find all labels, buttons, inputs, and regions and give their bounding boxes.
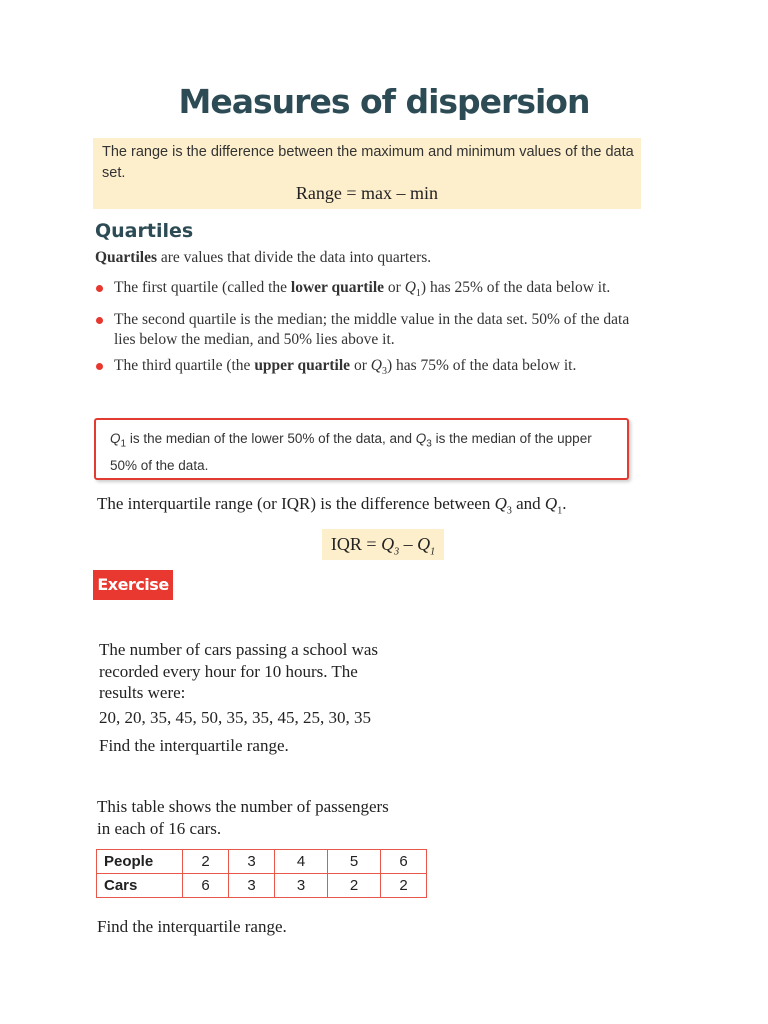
table-cell: 2 xyxy=(381,874,427,898)
quartiles-intro xyxy=(95,249,431,267)
exercise-2-question: Find the interquartile range. xyxy=(97,917,287,936)
table-cell: 5 xyxy=(328,850,381,874)
page-title: Measures of dispersion xyxy=(178,82,590,121)
passengers-table xyxy=(96,849,427,898)
table-cell: 3 xyxy=(229,850,275,874)
table-cell: 2 xyxy=(183,850,229,874)
bullet-lower-quartile: The first quartile (called the lower quartile or $Q_1$) has 25% of the data below it. xyxy=(95,278,635,304)
table-row xyxy=(97,874,427,898)
table-row xyxy=(97,850,427,874)
iqr-formula: IQR = $Q_3 - Q_1$ xyxy=(322,529,444,560)
iqr-definition: The interquartile range (or IQR) is the difference between $Q_3$ and $Q_1$. xyxy=(97,494,567,517)
exercise-1-question: Find the interquartile range. xyxy=(99,736,289,755)
table-cell: 6 xyxy=(183,874,229,898)
table-cell: 3 xyxy=(275,874,328,898)
table-cell: 2 xyxy=(328,874,381,898)
exercise-label: Exercise xyxy=(93,570,173,600)
table-cell: 3 xyxy=(229,874,275,898)
bullet-dot xyxy=(96,363,103,370)
quartiles-term: Quartiles xyxy=(95,249,157,266)
exercise-1-text: The number of cars passing a school was recorded every hour for 10 hours. The results were: xyxy=(99,640,379,702)
bullet-dot xyxy=(96,317,103,324)
exercise-1-data: 20, 20, 35, 45, 50, 35, 35, 45, 25, 30, 35 xyxy=(99,708,371,727)
exercise-2-text: This table shows the number of passengers in each of 16 cars. xyxy=(97,797,389,838)
quartile-bullet-list xyxy=(95,278,635,388)
table-cell: 4 xyxy=(275,850,328,874)
row-header-cars: Cars xyxy=(97,874,183,898)
bullet-median: The second quartile is the median; the middle value in the data set. 50% of the data lies below the median, and 50% lies above it. xyxy=(95,310,635,350)
bullet-dot xyxy=(96,285,103,292)
table-cell: 6 xyxy=(381,850,427,874)
bullet-upper-quartile: The third quartile (the upper quartile or $Q_3$) has 75% of the data below it. xyxy=(95,356,635,382)
range-definition-text: The range is the difference between the maximum and minimum values of the data set. xyxy=(102,144,634,181)
quartile-note-text: $Q_1$ is the median of the lower 50% of the data, and $Q_3$ is the median of the upper 50% of the data. xyxy=(110,431,592,473)
quartiles-heading: Quartiles xyxy=(95,220,194,242)
quartiles-intro-rest: are values that divide the data into quarters. xyxy=(157,249,432,266)
row-header-people: People xyxy=(97,850,183,874)
range-formula: Range = max – min xyxy=(295,183,439,203)
